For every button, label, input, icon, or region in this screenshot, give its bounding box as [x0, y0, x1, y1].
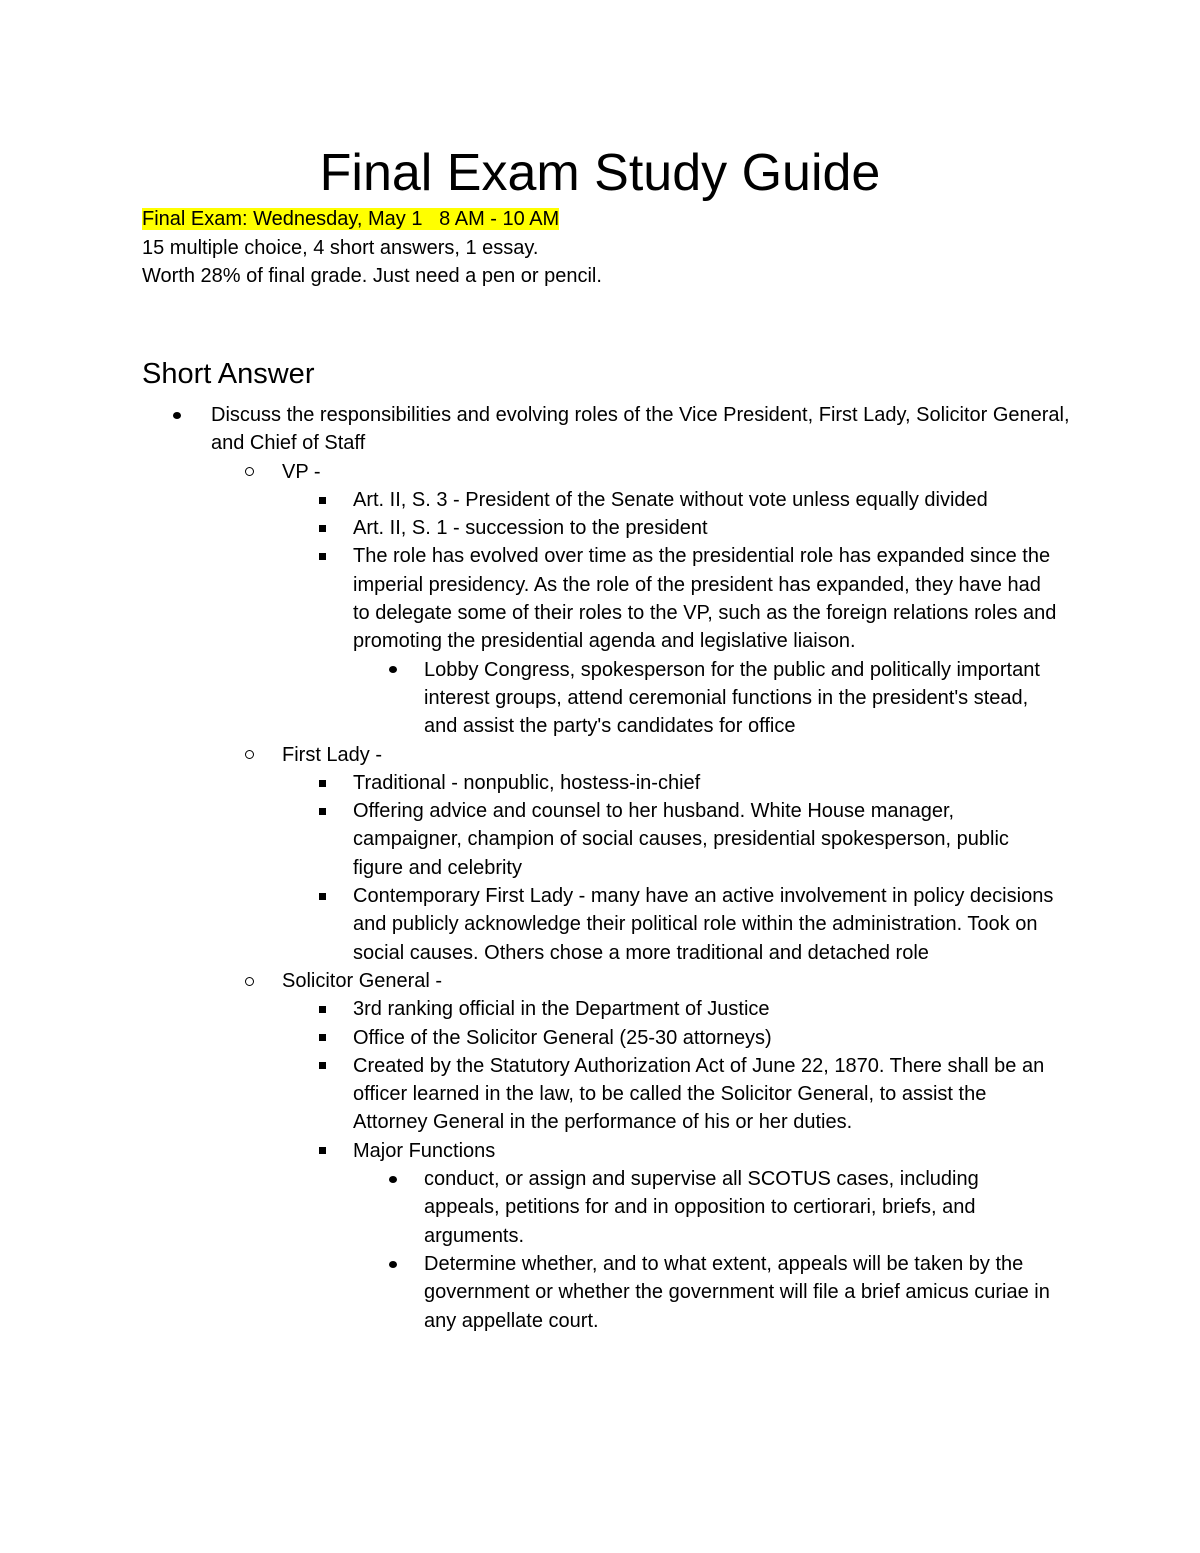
- list-item: [353, 486, 1058, 514]
- list-item-text: Traditional - nonpublic, hostess-in-chief: [353, 771, 701, 794]
- filled-bullet-icon: [383, 1250, 403, 1278]
- list-item-text: Offering advice and counsel to her husband. White House manager, campaigner, champion of social causes, presidential spokesperson, public figure and celebrity: [353, 800, 1009, 879]
- list-item: [353, 1137, 1058, 1165]
- list-item-text: Solicitor General -: [282, 969, 443, 992]
- list-item-text: Office of the Solicitor General (25-30 attorneys): [353, 1026, 772, 1049]
- list-item-text: Contemporary First Lady - many have an active involvement in policy decisions and publicly acknowledge their political role within the administration. Took on social causes. Others chose a more traditional and detached role: [353, 885, 1054, 964]
- list-item-text: 3rd ranking official in the Department of Justice: [353, 998, 770, 1021]
- section-heading-short-answer: Short Answer: [142, 358, 315, 390]
- exam-format-line: 15 multiple choice, 4 short answers, 1 essay.: [142, 236, 539, 259]
- list-item: [353, 1052, 1058, 1137]
- square-bullet-icon: [312, 1024, 332, 1052]
- hollow-bullet-icon: [239, 458, 259, 486]
- exam-worth-line: Worth 28% of final grade. Just need a pen or pencil.: [142, 265, 602, 287]
- list-item: [424, 656, 1054, 741]
- document-title: Final Exam Study Guide: [319, 144, 881, 202]
- list-item-text: VP -: [282, 460, 321, 483]
- square-bullet-icon: [312, 542, 332, 570]
- list-item: [424, 1165, 1054, 1250]
- exam-date-line: [142, 205, 1082, 234]
- list-item-text: First Lady -: [282, 743, 383, 766]
- list-item-text: Art. II, S. 1 - succession to the president: [353, 517, 708, 540]
- square-bullet-icon: [312, 514, 332, 542]
- outline-list: [0, 401, 1200, 1335]
- square-bullet-icon: [312, 1052, 332, 1080]
- list-item: [211, 401, 1071, 458]
- list-item-first-lady: [282, 741, 1062, 769]
- list-item-text: Major Functions: [353, 1139, 496, 1162]
- hollow-bullet-icon: [239, 967, 259, 995]
- list-item: [353, 769, 1058, 797]
- list-item-text: Art. II, S. 3 - President of the Senate without vote unless equally divided: [353, 488, 988, 511]
- list-item: [353, 882, 1058, 967]
- list-item-solicitor-general: [282, 967, 1062, 995]
- square-bullet-icon: [312, 1137, 332, 1165]
- square-bullet-icon: [312, 486, 332, 514]
- list-item: [353, 995, 1058, 1023]
- filled-bullet-icon: [167, 401, 187, 429]
- list-item-text: Discuss the responsibilities and evolving roles of the Vice President, First Lady, Solicitor General, and Chief of Staff: [211, 404, 1070, 455]
- hollow-bullet-icon: [239, 741, 259, 769]
- filled-bullet-icon: [383, 656, 403, 684]
- list-item: [353, 514, 1058, 542]
- list-item-vp: [282, 458, 1062, 486]
- list-item-text: Lobby Congress, spokesperson for the public and politically important interest groups, attend ceremonial functions in the president's stead, and assist the party's candidates for office: [424, 658, 1040, 738]
- square-bullet-icon: [312, 769, 332, 797]
- exam-date-highlight: Final Exam: Wednesday, May 1 8 AM - 10 AM: [142, 208, 560, 230]
- square-bullet-icon: [312, 995, 332, 1023]
- list-item-text: conduct, or assign and supervise all SCOTUS cases, including appeals, petitions for and in opposition to certiorari, briefs, and arguments.: [424, 1168, 979, 1247]
- list-item: [424, 1250, 1054, 1335]
- filled-bullet-icon: [383, 1165, 403, 1193]
- list-item-text: Created by the Statutory Authorization Act of June 22, 1870. There shall be an officer learned in the law, to be called the Solicitor General, to assist the Attorney General in the performance of his or her duties.: [353, 1054, 1045, 1134]
- square-bullet-icon: [312, 882, 332, 910]
- exam-info: [142, 205, 1082, 291]
- list-item: [353, 1024, 1058, 1052]
- list-item: [353, 797, 1058, 882]
- list-item-text: Determine whether, and to what extent, appeals will be taken by the government or whether the government will file a brief amicus curiae in any appellate court.: [424, 1252, 1050, 1332]
- list-item-text: The role has evolved over time as the presidential role has expanded since the imperial presidency. As the role of the president has expanded, they have had to delegate some of their roles to the VP, such as the foreign relations roles and promoting the presidential agenda and legislative liaison.: [353, 545, 1057, 653]
- square-bullet-icon: [312, 797, 332, 825]
- list-item: [353, 542, 1058, 655]
